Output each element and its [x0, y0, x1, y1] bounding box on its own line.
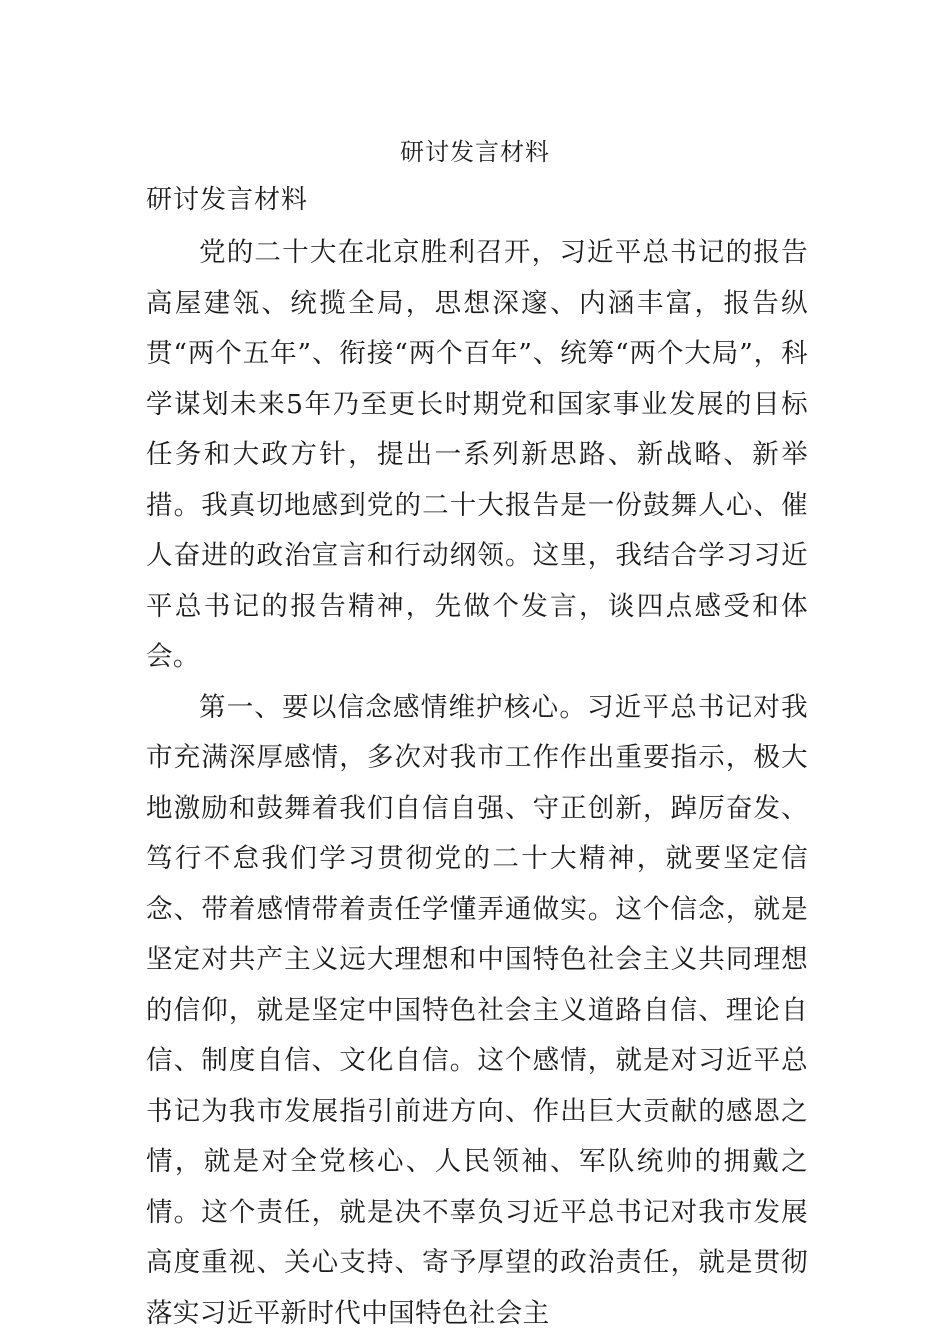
- document-body: [146, 228, 808, 1339]
- paragraph-first-point: 第一、要以信念感情维护核心。习近平总书记对我市充满深厚感情，多次对我市工作作出重要指示，极大地激励和鼓舞着我们自信自强、守正创新，踔厉奋发、笃行不怠我们学习贯彻党的二十大精神，就要坚定信念、带着感情带着责任学懂弄通做实。这个信念，就是坚定对共产主义远大理想和中国特色社会主义共同理想的信仰，就是坚定中国特色社会主义道路自信、理论自信、制度自信、文化自信。这个感情，就是对习近平总书记为我市发展指引前进方向、作出巨大贡献的感恩之情，就是对全党核心、人民领袖、军队统帅的拥戴之情。这个责任，就是决不辜负习近平总书记对我市发展高度重视、关心支持、寄予厚望的政治责任，就是贯彻落实习近平新时代中国特色社会主: [146, 691, 808, 1329]
- document-title: 研讨发言材料: [400, 138, 550, 166]
- document-subtitle: 研讨发言材料: [146, 185, 309, 215]
- paragraph-intro: 党的二十大在北京胜利召开，习近平总书记的报告高屋建瓴、统揽全局，思想深邃、内涵丰富，报告纵贯“两个五年”、衔接“两个百年”、统筹“两个大局”，科学谋划未来5年乃至更长时期党和国家事业发展的目标任务和大政方针，提出一系列新思路、新战略、新举措。我真切地感到党的二十大报告是一份鼓舞人心、催人奋进的政治宣言和行动纲领。这里，我结合学习习近平总书记的报告精神，先做个发言，谈四点感受和体会。: [146, 237, 808, 672]
